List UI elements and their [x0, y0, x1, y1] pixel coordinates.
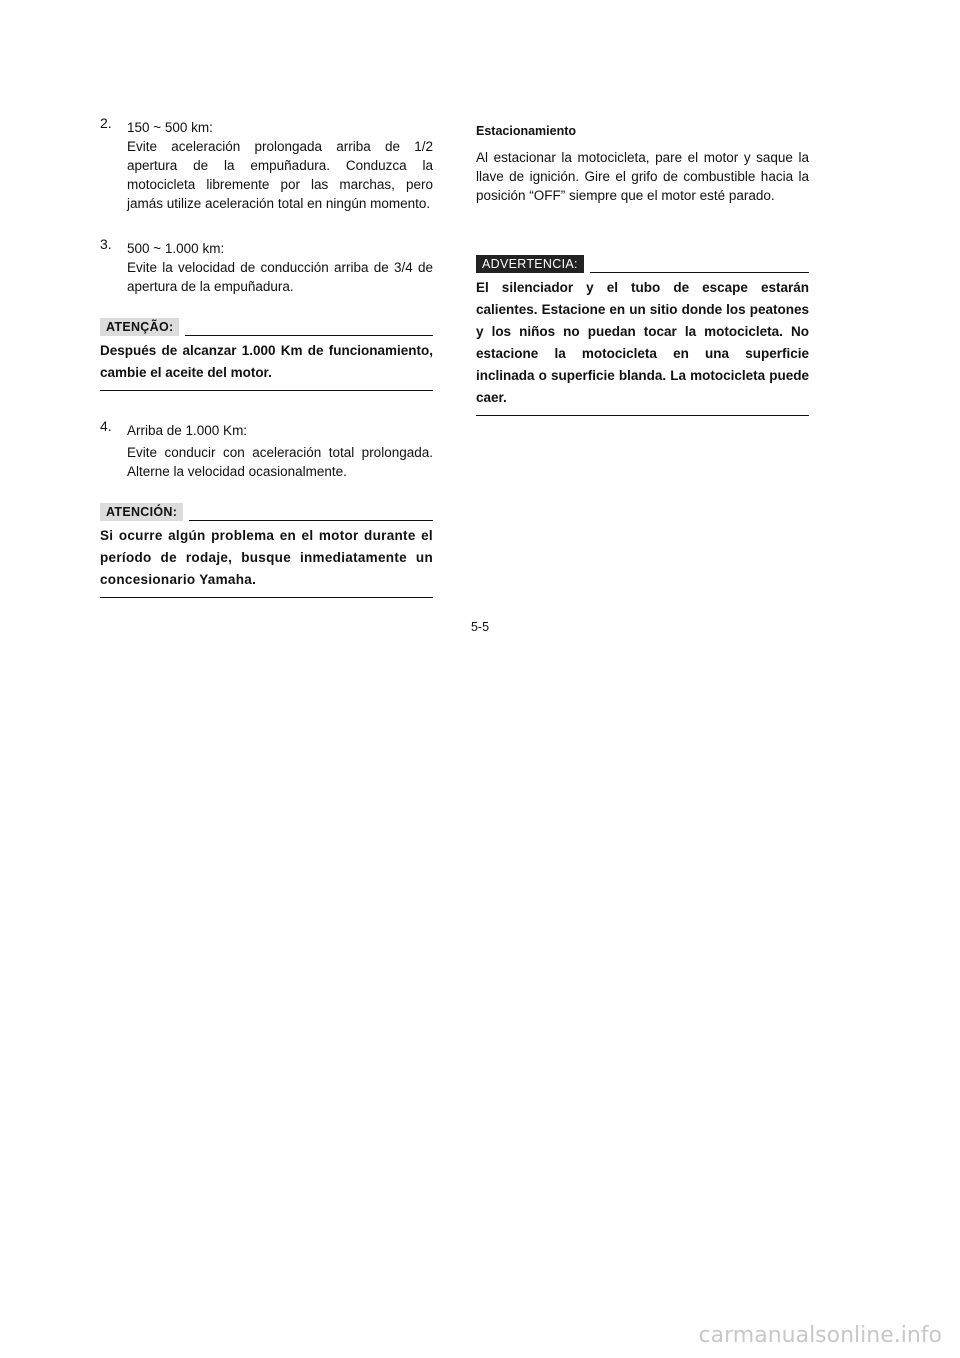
- atencion-label: ATENCIÓN:: [100, 503, 183, 521]
- item-heading: 150 ~ 500 km:: [127, 120, 213, 135]
- page-number: 5-5: [470, 620, 490, 634]
- divider: [590, 272, 809, 273]
- item-number: 3.: [100, 236, 112, 252]
- warning-notice: [476, 255, 809, 416]
- list-item-3: [100, 236, 433, 296]
- divider: [100, 390, 433, 391]
- atencion-notice: [100, 503, 433, 598]
- divider: [100, 597, 433, 598]
- left-column: [100, 115, 433, 598]
- item-number: 4.: [100, 418, 112, 434]
- item-heading: 500 ~ 1.000 km:: [127, 241, 225, 256]
- parking-paragraph: Al estacionar la motocicleta, pare el motor y saque la llave de ignición. Gire el grifo de combustible hacia la posición “OFF” siempre que el motor esté parado.: [476, 150, 809, 203]
- divider: [185, 335, 433, 336]
- watermark: carmanualsonline.info: [698, 1323, 942, 1348]
- list-item-2: [100, 115, 433, 213]
- item-heading: Arriba de 1.000 Km:: [127, 423, 248, 438]
- attention-notice: [100, 318, 433, 391]
- item-body: Evite conducir con aceleración total prolongada. Alterne la velocidad ocasionalmente.: [127, 445, 433, 479]
- right-column: [476, 118, 809, 416]
- item-body: Evite aceleración prolongada arriba de 1/2 apertura de la empuñadura. Conduzca la motocicleta libremente por las marchas, pero jamás utilize aceleración total en ningún momento.: [127, 139, 433, 211]
- section-title: Estacionamiento: [476, 124, 577, 138]
- item-number: 2.: [100, 115, 112, 131]
- warning-text: El silenciador y el tubo de escape estarán calientes. Estacione en un sitio donde los peatones y los niños no puedan tocar la motocicleta. No estacione la motocicleta en una superficie inclinada o superficie blanda. La motocicleta puede caer.: [476, 280, 809, 405]
- list-item-4: [100, 418, 433, 481]
- item-body: Evite la velocidad de conducción arriba de 3/4 de apertura de la empuñadura.: [127, 260, 433, 294]
- attention-label: ATENÇÃO:: [100, 318, 179, 336]
- attention-text: Después de alcanzar 1.000 Km de funcionamiento, cambie el aceite del motor.: [100, 343, 433, 380]
- atencion-text: Si ocurre algún problema en el motor durante el período de rodaje, busque inmediatamente un concesionario Yamaha.: [100, 528, 433, 587]
- warning-label: ADVERTENCIA:: [476, 255, 584, 273]
- divider: [476, 415, 809, 416]
- divider: [189, 520, 433, 521]
